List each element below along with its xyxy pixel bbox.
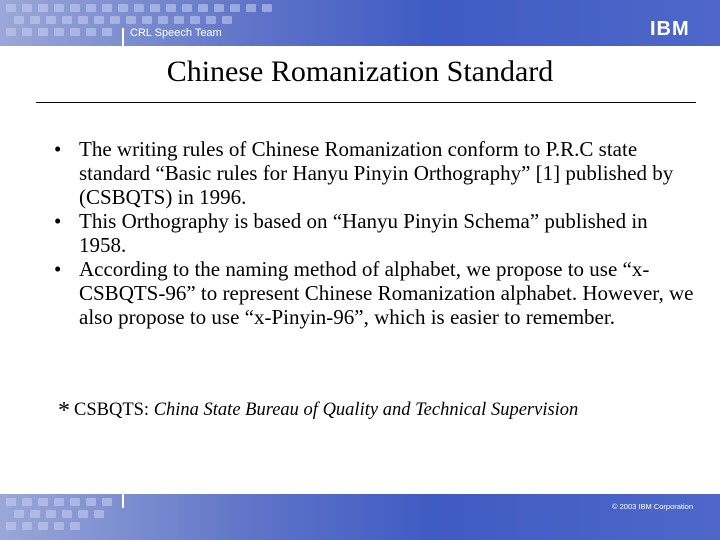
bullet-icon: • bbox=[54, 209, 62, 233]
ibm-logo bbox=[650, 18, 696, 38]
footnote bbox=[58, 398, 578, 425]
header-divider bbox=[122, 28, 124, 46]
bullet-text: This Orthography is based on “Hanyu Pinyin Schema” published in 1958. bbox=[79, 209, 648, 257]
ibm-logo-text: IBM bbox=[650, 18, 690, 40]
bullet-item bbox=[54, 257, 694, 329]
team-label: CRL Speech Team bbox=[130, 27, 222, 39]
bullet-list bbox=[54, 137, 694, 329]
footer-band bbox=[0, 494, 720, 540]
footer-divider bbox=[122, 494, 124, 508]
footnote-term: CSBQTS: bbox=[74, 400, 150, 420]
footnote-marker: * bbox=[58, 398, 70, 424]
bullet-text: According to the naming method of alphabet, we propose to use “x-CSBQTS-96” to represent Chinese Romanization alphabet. However, we also propose to use “x-Pinyin-96”, which is easier to remember. bbox=[79, 257, 694, 329]
footnote-definition: China State Bureau of Quality and Technical Supervision bbox=[153, 400, 579, 420]
bullet-item bbox=[54, 209, 694, 257]
header-band bbox=[0, 0, 720, 46]
bullet-item bbox=[54, 137, 694, 209]
slide-title: Chinese Romanization Standard bbox=[166, 55, 554, 88]
bullet-icon: • bbox=[54, 257, 62, 281]
bullet-icon: • bbox=[54, 137, 62, 161]
copyright-text: © 2003 IBM Corporation bbox=[612, 502, 693, 511]
title-rule bbox=[36, 102, 696, 103]
bullet-text: The writing rules of Chinese Romanization conform to P.R.C state standard “Basic rules for Hanyu Pinyin Orthography” [1] published by (CSBQTS) in 1996. bbox=[79, 137, 674, 209]
